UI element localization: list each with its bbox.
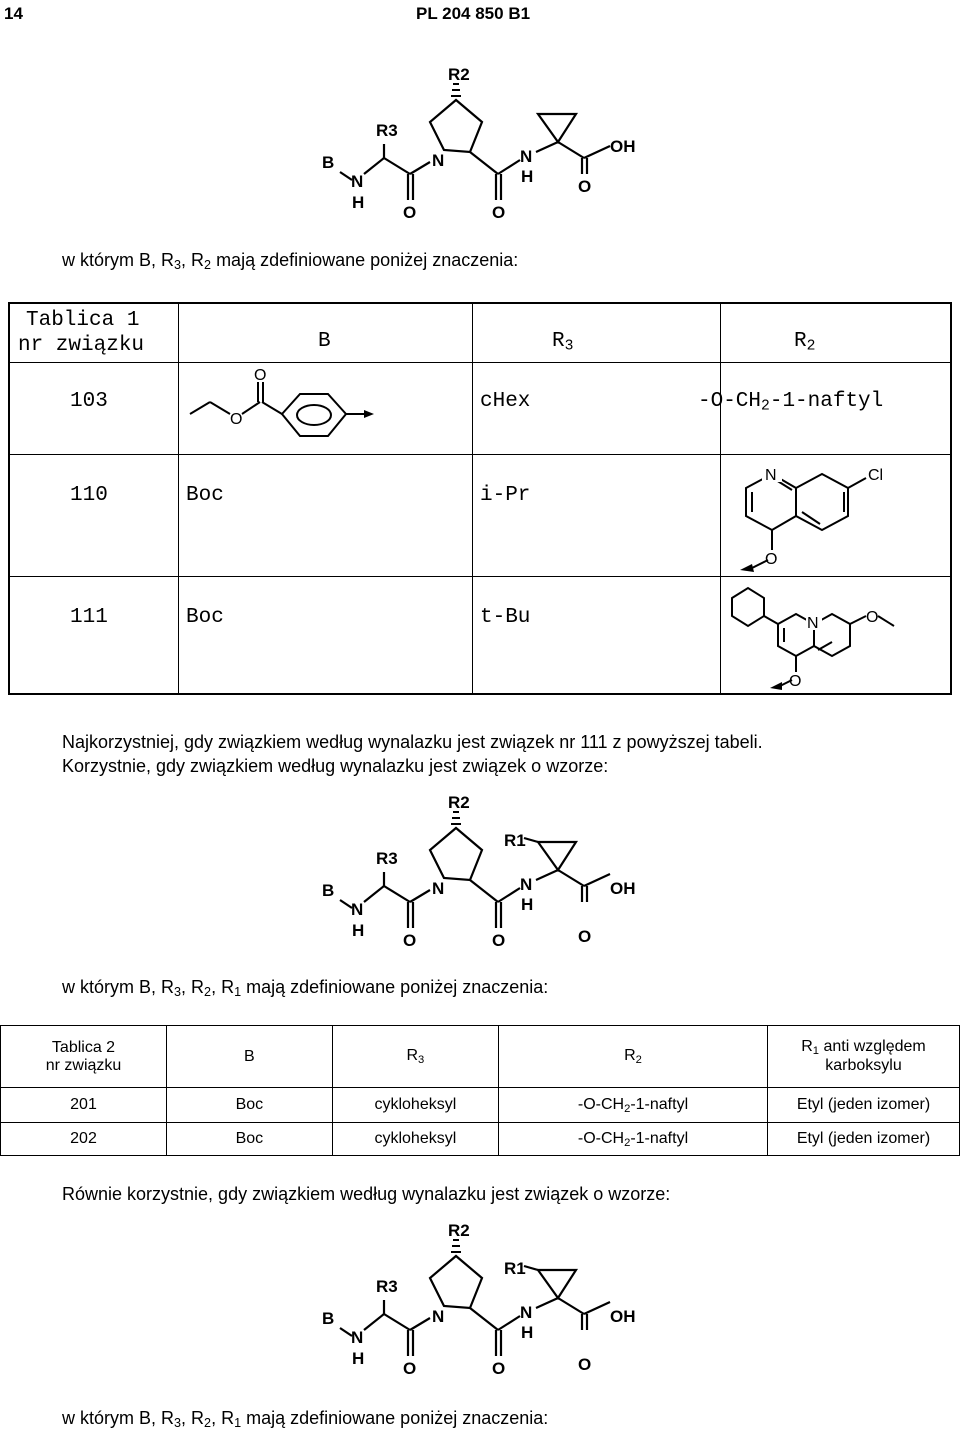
label-r2: R2 xyxy=(448,793,470,812)
patent-id: PL 204 850 B1 xyxy=(416,4,531,23)
table-2-row-201-r3: cykloheksyl xyxy=(332,1088,498,1123)
table-1-row-110-r3: i-Pr xyxy=(480,484,531,507)
atom-h: H xyxy=(352,921,365,940)
para-equally-preferred: Równie korzystnie, gdy związkiem według wynalazku jest związek o wzorze: xyxy=(62,1184,671,1204)
atom-n: N xyxy=(520,875,533,894)
atom-n: N xyxy=(765,467,777,484)
table-1-header-r2: $R_2$ xyxy=(794,330,816,355)
table-2-row-201-nr: 201 xyxy=(1,1088,167,1123)
label-r2: R2 xyxy=(448,1221,470,1240)
atom-cl: Cl xyxy=(868,467,884,484)
atom-oh: OH xyxy=(610,879,636,898)
atom-o: O xyxy=(403,203,417,222)
atom-n: N xyxy=(351,172,364,191)
table-1 xyxy=(8,302,952,695)
structure-formula-2 xyxy=(320,790,660,950)
table-row xyxy=(1,1088,960,1123)
table-2 xyxy=(0,1025,960,1156)
atom-n: N xyxy=(351,1328,364,1347)
para-preferred: Korzystnie, gdy związkiem według wynalazku jest związek o wzorze: xyxy=(62,756,609,776)
table-1-row-111-nr: 111 xyxy=(70,606,108,629)
table-1-row-111-r2-structure xyxy=(722,580,912,692)
atom-h: H xyxy=(352,193,365,212)
atom-o: O xyxy=(492,203,506,222)
table-2-nr-label: nr związku xyxy=(45,1056,122,1074)
table-2-header-r3: $R_3$ xyxy=(332,1026,498,1088)
table-1-row-111-b: Boc xyxy=(186,606,224,629)
table-1-row-103-nr: 103 xyxy=(70,390,108,413)
table-1-nr-header: nr związku xyxy=(18,334,145,357)
atom-n: N xyxy=(520,1303,533,1322)
para-most-preferred: Najkorzystniej, gdy związkiem według wynalazku jest związek nr 111 z powyższej tabeli. xyxy=(62,732,763,752)
atom-o: O xyxy=(254,367,267,384)
atom-h: H xyxy=(521,895,534,914)
atom-b: B xyxy=(322,881,335,900)
atom-n: N xyxy=(807,615,819,632)
table-1-row-103-b-structure xyxy=(184,366,374,448)
table-2-row-201-r2: $-O-CH_2-1$-naftyl xyxy=(499,1088,768,1123)
table-2-row-202-r3: cykloheksyl xyxy=(332,1123,498,1156)
table-1-row-111-r3: t-Bu xyxy=(480,606,531,629)
table-1-row-110-b: Boc xyxy=(186,484,224,507)
atom-o: O xyxy=(403,1359,417,1378)
table-1-row-103-r2: $-O-CH_2-1$-naftyl xyxy=(698,390,884,415)
label-r3: R3 xyxy=(376,1277,398,1296)
atom-oh: OH xyxy=(610,137,636,156)
atom-n: N xyxy=(351,900,364,919)
atom-oh: OH xyxy=(610,1307,636,1326)
atom-b: B xyxy=(322,1309,335,1328)
table-2-row-201-r1: Etyl (jeden izomer) xyxy=(768,1088,960,1123)
table-2-header-b: B xyxy=(167,1026,333,1088)
atom-o: O xyxy=(578,177,592,196)
label-r2: R2 xyxy=(448,65,470,84)
intro-text-2: w którym B, $R_3$, $R_2$, $R_1$ mają zdefiniowane poniżej znaczenia: xyxy=(62,977,549,1000)
table-1-header-r3: $R_3$ xyxy=(552,330,574,355)
table-2-header-r1 xyxy=(768,1026,960,1088)
table-1-row-103-r3: cHex xyxy=(480,390,531,413)
label-r1: R1 xyxy=(504,1259,526,1278)
table-2-row-202-nr: 202 xyxy=(1,1123,167,1156)
atom-o: O xyxy=(492,1359,506,1378)
table-1-header-b: B xyxy=(318,330,331,353)
structure-formula-3 xyxy=(320,1218,660,1378)
atom-o: O xyxy=(765,551,778,568)
atom-n: N xyxy=(432,879,445,898)
table-2-title: Tablica 2 xyxy=(51,1038,116,1056)
table-2-header-r2: $R_2$ xyxy=(499,1026,768,1088)
atom-o: O xyxy=(230,411,243,428)
table-2-header-r1-line2: karboksylu xyxy=(825,1056,902,1074)
atom-h: H xyxy=(521,167,534,186)
atom-o: O xyxy=(789,673,802,690)
atom-o: O xyxy=(492,931,506,950)
atom-n: N xyxy=(520,147,533,166)
page-number: 14 xyxy=(4,4,23,23)
intro-text-3: w którym B, $R_3$, $R_2$, $R_1$ mają zdefiniowane poniżej znaczenia: xyxy=(62,1408,549,1431)
label-r3: R3 xyxy=(376,849,398,868)
table-1-row-110-nr: 110 xyxy=(70,484,108,507)
label-r1: R1 xyxy=(504,831,526,850)
atom-h: H xyxy=(352,1349,365,1368)
atom-o: O xyxy=(578,927,592,946)
table-2-row-202-r1: Etyl (jeden izomer) xyxy=(768,1123,960,1156)
atom-b: B xyxy=(322,153,335,172)
atom-h: H xyxy=(521,1323,534,1342)
table-2-row-202-r2: $-O-CH_2-1$-naftyl xyxy=(499,1123,768,1156)
atom-n: N xyxy=(432,151,445,170)
table-row xyxy=(1,1123,960,1156)
table-2-row-202-b: Boc xyxy=(167,1123,333,1156)
atom-o: O xyxy=(578,1355,592,1374)
table-2-row-201-b: Boc xyxy=(167,1088,333,1123)
atom-o: O xyxy=(866,609,879,626)
structure-formula-1 xyxy=(320,62,660,222)
table-2-header-r1-line1: $R_1$ anti względem xyxy=(801,1038,926,1057)
table-1-title: Tablica 1 xyxy=(26,309,140,332)
intro-text-1: w którym B, $R_3$, $R_2$ mają zdefiniowane poniżej znaczenia: xyxy=(62,250,519,273)
table-1-row-110-r2-structure xyxy=(734,458,904,573)
label-r3: R3 xyxy=(376,121,398,140)
table-2-nr-header xyxy=(1,1026,167,1088)
atom-n: N xyxy=(432,1307,445,1326)
atom-o: O xyxy=(403,931,417,950)
